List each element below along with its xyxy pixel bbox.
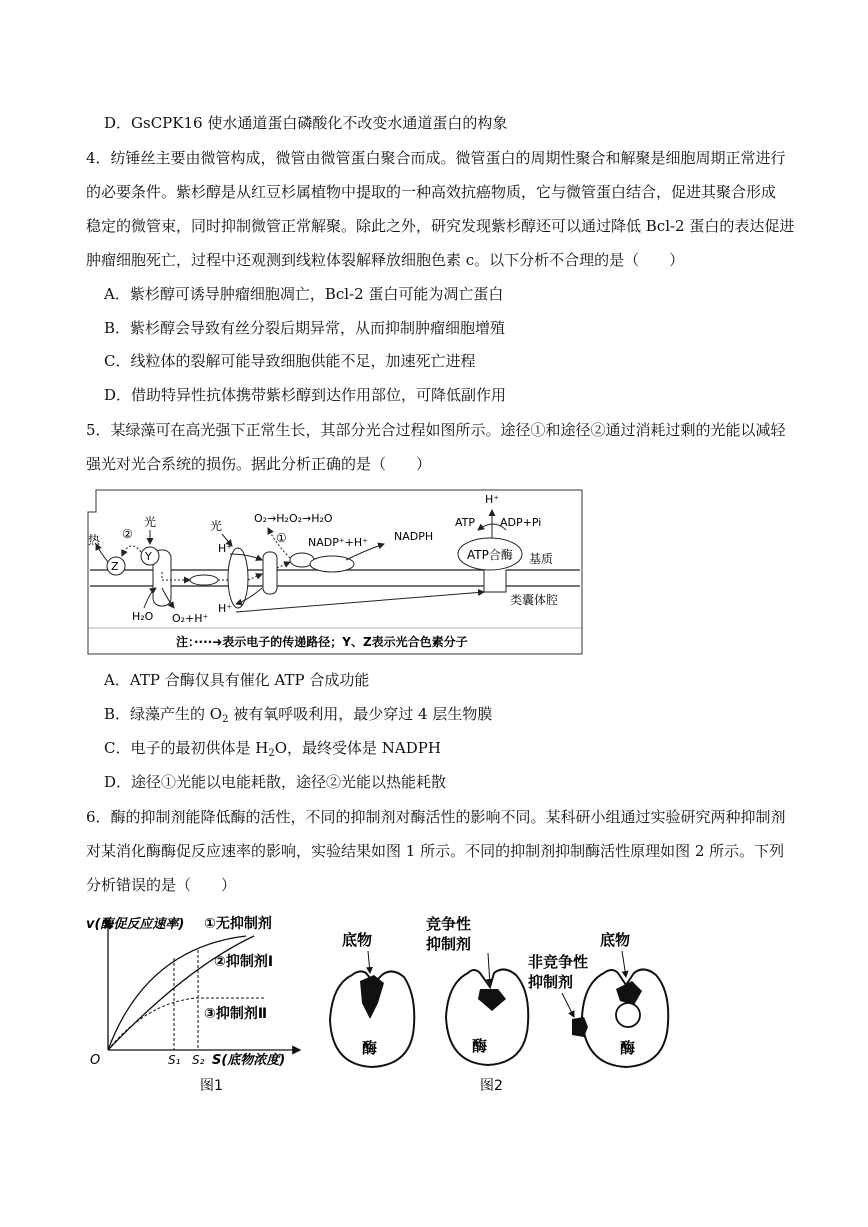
q5-option-d: D．途径①光能以电能耗散，途径②光能以热能耗散 — [104, 773, 447, 791]
path-1-label: ① — [276, 531, 287, 545]
path-2-label: ② — [122, 527, 133, 541]
figure-1-rate-chart — [86, 908, 336, 1098]
competitive-label-1: 竞争性 — [426, 915, 472, 933]
noncompetitive-label-1: 非竞争性 — [528, 953, 589, 971]
nadp-label: NADP⁺+H⁺ — [308, 536, 368, 549]
h-top-label: H⁺ — [485, 493, 500, 506]
q4-stem-line: 肿瘤细胞死亡，过程中还观测到线粒体裂解释放细胞色素 c。以下分析不合理的是（ ） — [86, 251, 685, 269]
q6-stem-line: 对某消化酶酶促反应速率的影响，实验结果如图 1 所示。不同的抑制剂抑制酶活性原理如图 2 所示。下列 — [86, 842, 785, 860]
enzyme-shape-2 — [446, 969, 528, 1065]
legend-series-2: ②抑制剂Ⅰ — [214, 954, 274, 970]
enzyme-label-1: 酶 — [362, 1039, 378, 1057]
q5-option-c: C．电子的最初供体是 $H_2O$，最终受体是 NADPH — [104, 739, 441, 759]
x-axis-label: S(底物浓度) — [212, 1053, 286, 1068]
noncompetitive-label-2: 抑制剂 — [528, 973, 574, 991]
substrate-label-1: 底物 — [342, 931, 373, 949]
q4-stem-line: 4．纺锤丝主要由微管构成，微管由微管蛋白聚合而成。微管蛋白的周期性聚合和解聚是细胞周期正常进行 — [86, 149, 786, 167]
figure-note: 注：····➜表示电子的传递路径；Y、Z表示光合色素分子 — [176, 635, 468, 649]
distorted-active-site — [616, 1003, 640, 1027]
q6-stem-line: 6．酶的抑制剂能降低酶的活性，不同的抑制剂对酶活性的影响不同。某科研小组通过实验研究两种抑制剂 — [86, 808, 786, 826]
h-lumen-label: H⁺ — [218, 602, 233, 615]
figure-2-inhibition-diagram — [322, 915, 682, 1100]
q4-stem-line: 的必要条件。紫杉醇是从红豆杉属植物中提取的一种高效抗癌物质，它与微管蛋白结合，促进其聚合形成 — [86, 183, 777, 201]
s1-label: S₁ — [168, 1053, 181, 1067]
light-label-1: 光 — [144, 515, 157, 529]
q4-option-c: C．线粒体的裂解可能导致细胞供能不足，加速死亡进程 — [104, 352, 476, 370]
adp-label: ADP+Pi — [500, 516, 542, 529]
photosynthesis-diagram — [86, 488, 586, 656]
q3-option-d: D．GsCPK16 使水通道蛋白磷酸化不改变水通道蛋白的构象 — [104, 114, 508, 132]
q4-option-b: B．紫杉醇会导致有丝分裂后期异常，从而抑制肿瘤细胞增殖 — [104, 319, 506, 337]
q5-stem-line: 5．某绿藻可在高光强下正常生长，其部分光合过程如图所示。途径①和途径②通过消耗过剩的光能以减轻 — [86, 421, 786, 439]
substrate-label-2: 底物 — [600, 931, 631, 949]
figure-2-caption: 图2 — [480, 1078, 503, 1094]
origin-label: O — [90, 1053, 101, 1068]
o2-chain-label: O₂→H₂O₂→H₂O — [254, 512, 333, 525]
o2h-label: O₂+H⁺ — [172, 612, 209, 625]
light-label-2: 光 — [210, 519, 223, 533]
q6-stem-line: 分析错误的是（ ） — [86, 876, 237, 894]
q4-option-d: D．借助特异性抗体携带紫杉醇到达作用部位，可降低副作用 — [104, 386, 507, 404]
figure-1-caption: 图1 — [200, 1078, 223, 1094]
enzyme-label-2: 酶 — [472, 1037, 488, 1055]
atp-label: ATP — [455, 516, 476, 529]
q4-option-a: A．紫杉醇可诱导肿瘤细胞凋亡，Bcl-2 蛋白可能为凋亡蛋白 — [104, 285, 504, 303]
h2o-label: H₂O — [132, 610, 154, 623]
q5-option-b: B．绿藻产生的 $O_2$ 被有氧呼吸利用，最少穿过 4 层生物膜 — [104, 705, 493, 725]
lumen-label: 类囊体腔 — [510, 593, 559, 607]
s2-label: S₂ — [192, 1053, 205, 1067]
stroma-label: 基质 — [529, 552, 554, 566]
nadph-label: NADPH — [394, 530, 434, 543]
legend-series-3: ③抑制剂Ⅱ — [204, 1006, 268, 1022]
pigment-z: Z — [111, 560, 119, 573]
h-ps-label: H⁺ — [218, 542, 233, 555]
legend-series-1: ①无抑制剂 — [204, 916, 272, 932]
q5-option-a: A．ATP 合酶仅具有催化 ATP 合成功能 — [104, 671, 370, 689]
pigment-y: Y — [145, 550, 152, 563]
q5-stem-line: 强光对光合系统的损伤。据此分析正确的是（ ） — [86, 455, 432, 473]
q4-stem-line: 稳定的微管束，同时抑制微管正常解聚。除此之外，研究发现紫杉醇还可以通过降低 Bcl-2 蛋白的表达促进 — [86, 217, 795, 235]
y-axis-label: v(酶促反应速率) — [86, 917, 185, 932]
enzyme-label-3: 酶 — [620, 1039, 636, 1057]
competitive-label-2: 抑制剂 — [426, 935, 472, 953]
heat-label: 热 — [88, 533, 101, 547]
atp-synthase-label: ATP合酶 — [467, 548, 513, 562]
